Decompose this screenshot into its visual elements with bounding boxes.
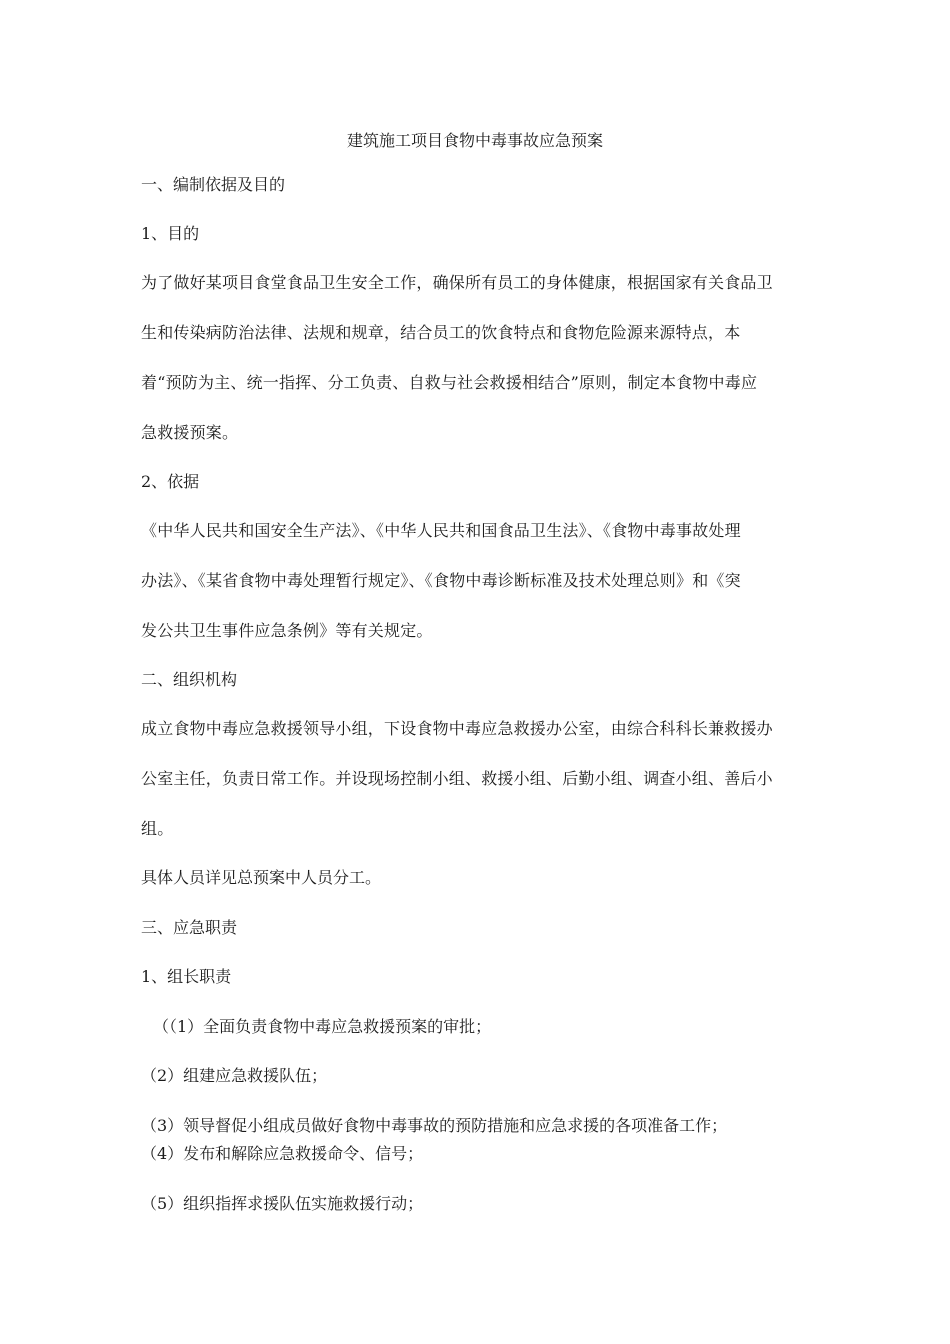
list-item: （3）领导督促小组成员做好食物中毒事故的预防措施和应急求援的各项准备工作； — [141, 1116, 728, 1135]
paragraph-line: 《中华人民共和国安全生产法》、《中华人民共和国食品卫生法》、《食物中毒事故处理 — [141, 521, 741, 540]
paragraph-line: 为了做好某项目食堂食品卫生安全工作，确保所有员工的身体健康，根据国家有关食品卫 — [141, 273, 773, 292]
section-1-heading: 一、编制依据及目的 — [141, 175, 286, 194]
paragraph-line: 生和传染病防治法律、法规和规章，结合员工的饮食特点和食物危险源来源特点，本 — [141, 323, 741, 342]
paragraph-line: 发公共卫生事件应急条例》等有关规定。 — [141, 621, 433, 640]
subsection-3-1-heading: 1、组长职责 — [141, 967, 232, 986]
list-item: （5）组织指挥求援队伍实施救援行动； — [141, 1194, 424, 1213]
list-item: （2）组建应急救援队伍； — [141, 1066, 328, 1085]
paragraph-line: 办法》、《某省食物中毒处理暂行规定》、《食物中毒诊断标准及技术处理总则》和《突 — [141, 571, 741, 590]
section-3-heading: 三、应急职责 — [141, 918, 238, 937]
paragraph-line: 组。 — [141, 819, 174, 838]
subsection-1-1-heading: 1、目的 — [141, 224, 200, 243]
subsection-1-2-heading: 2、依据 — [141, 472, 200, 491]
paragraph-line: 成立食物中毒应急救援领导小组，下设食物中毒应急救援办公室，由综合科科长兼救援办 — [141, 719, 773, 738]
section-2-heading: 二、组织机构 — [141, 670, 238, 689]
document-title: 建筑施工项目食物中毒事故应急预案 — [346, 131, 603, 150]
paragraph-line: 公室主任，负责日常工作。并设现场控制小组、救援小组、后勤小组、调查小组、善后小 — [141, 769, 773, 788]
paragraph-line: 着“预防为主、统一指挥、分工负责、自救与社会救援相结合”原则，制定本食物中毒应 — [141, 373, 758, 392]
list-item: （4）发布和解除应急救援命令、信号； — [141, 1144, 424, 1163]
section-2-note: 具体人员详见总预案中人员分工。 — [141, 868, 382, 887]
paragraph-line: 急救援预案。 — [141, 423, 239, 442]
list-item: （（1）全面负责食物中毒应急救援预案的审批； — [153, 1017, 492, 1036]
